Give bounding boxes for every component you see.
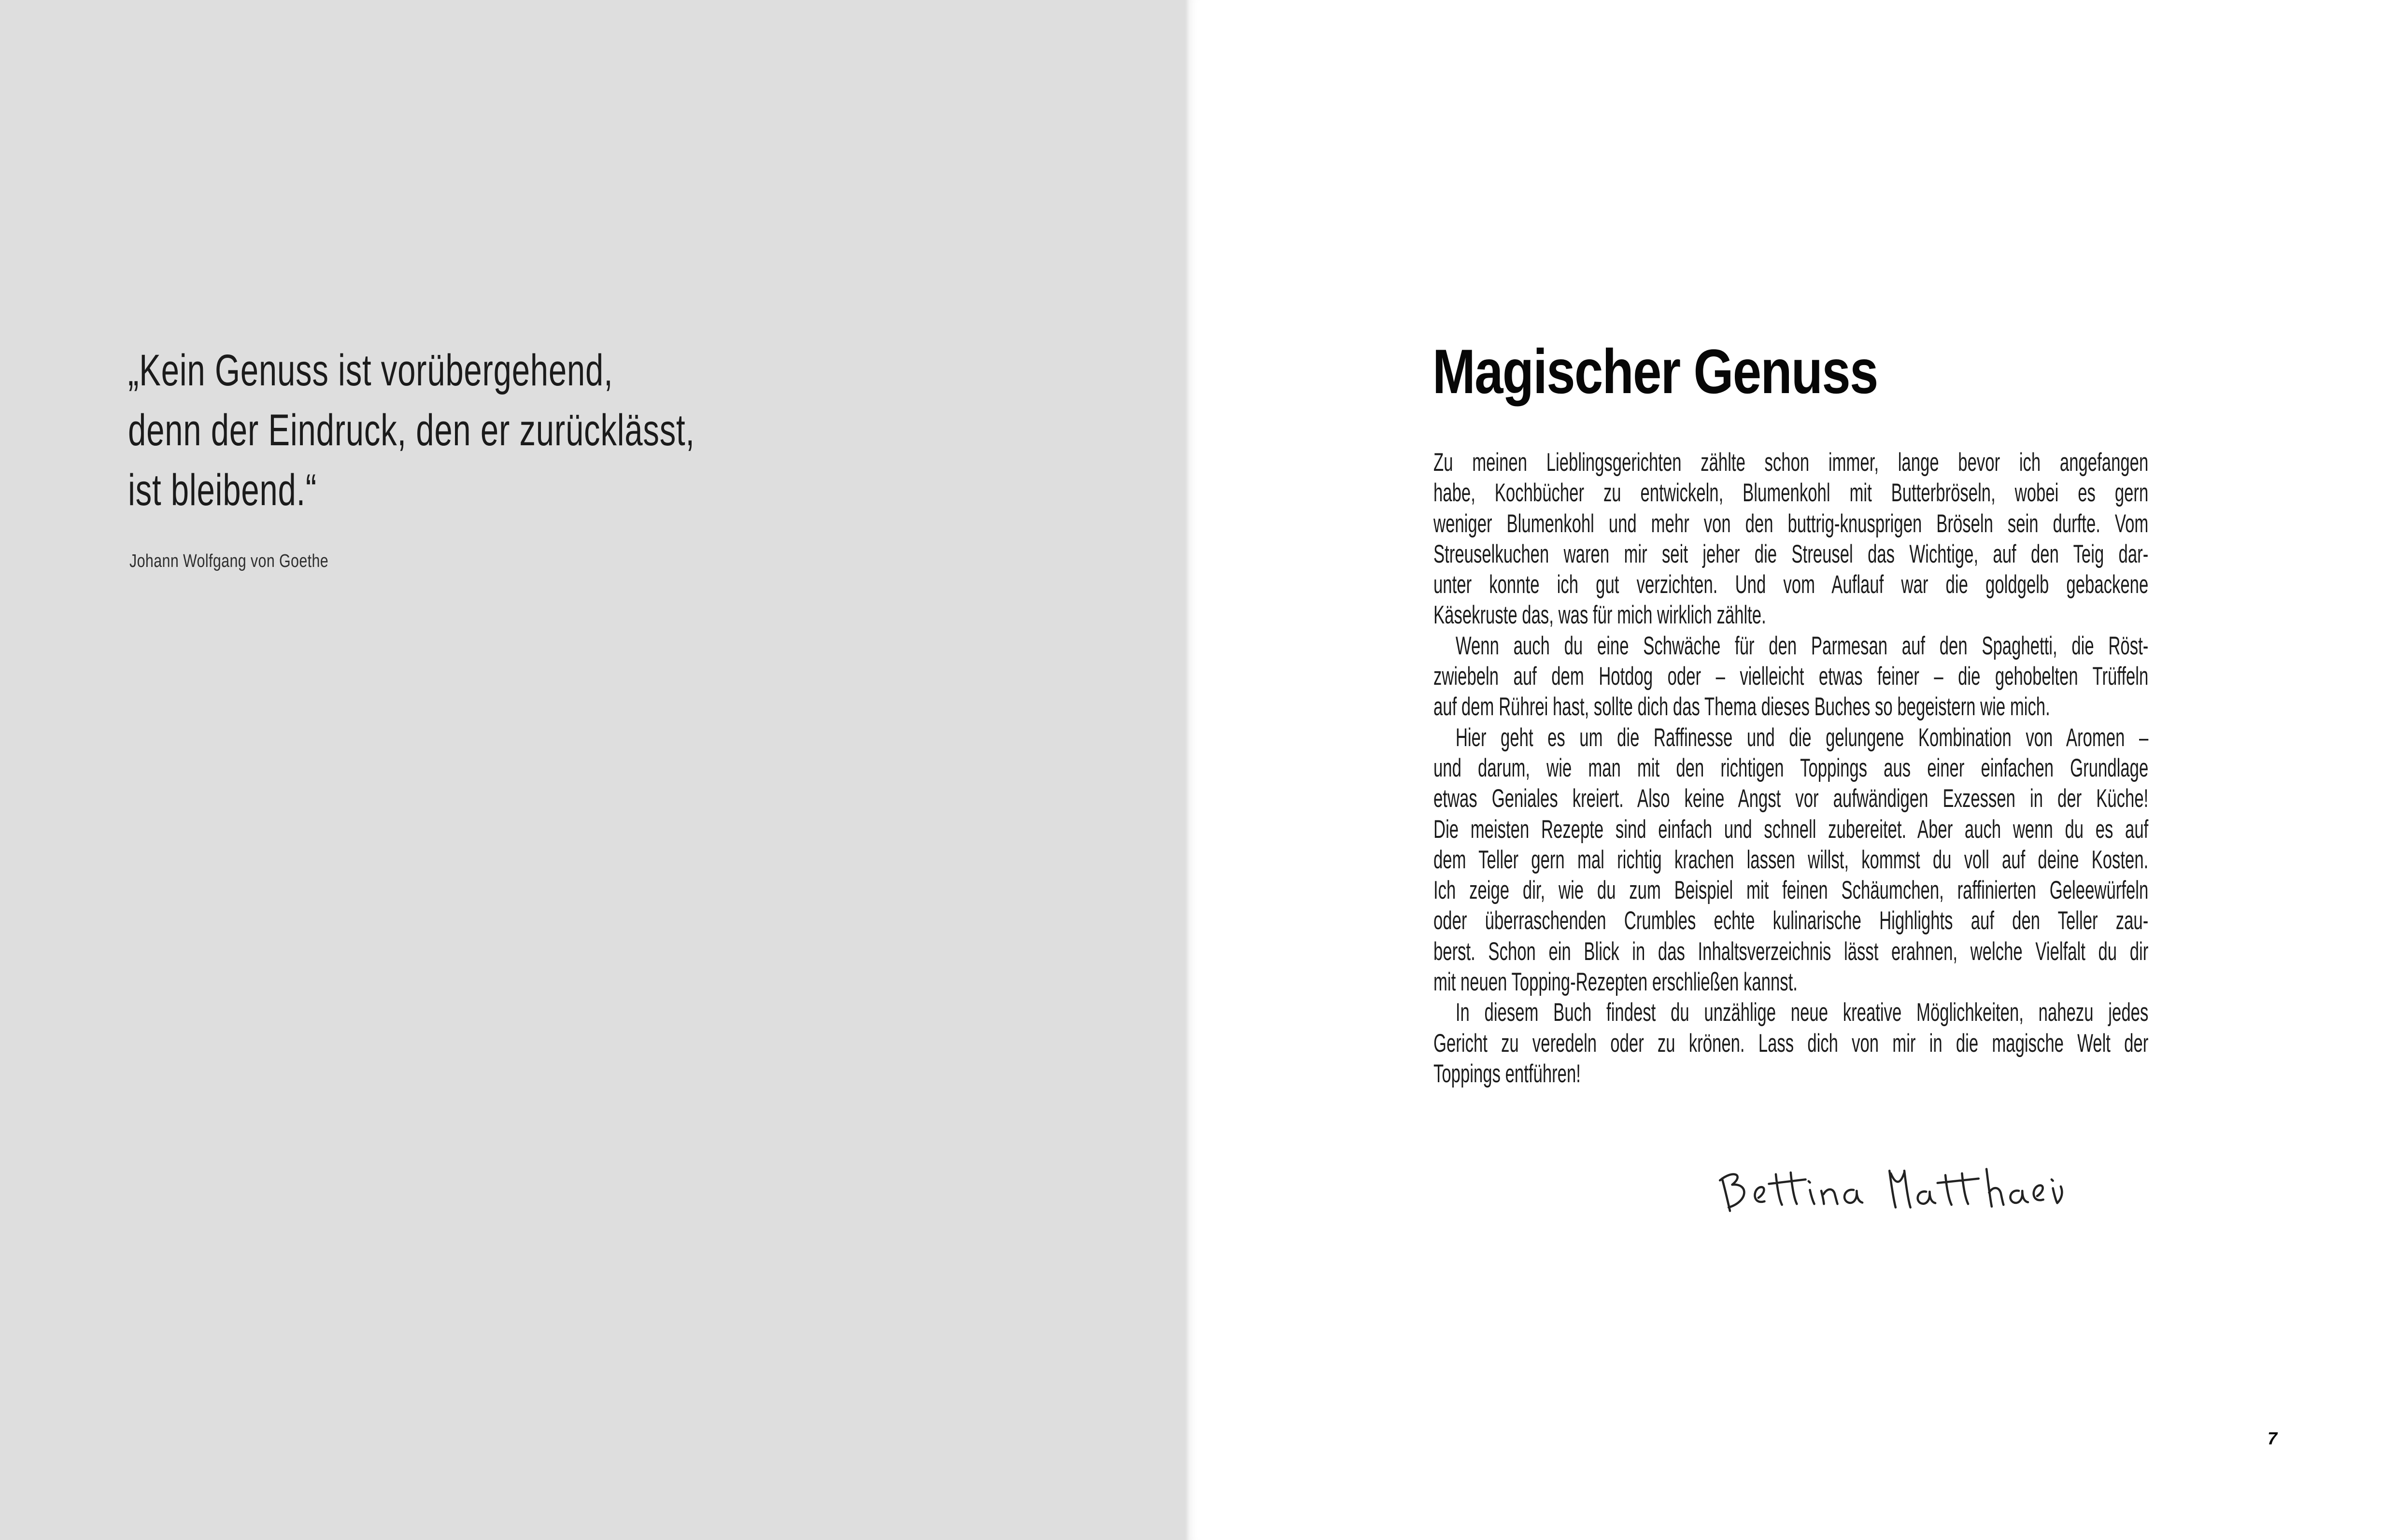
body-line: Die meisten Rezepte sind einfach und schnell zubereitet. Aber auch wenn du es auf xyxy=(1433,815,2149,844)
body-line: Gericht zu veredeln oder zu krönen. Lass dich von mir in die magische Welt der xyxy=(1433,1029,2149,1058)
body-line: Streuselkuchen waren mir seit jeher die Streusel das Wichtige, auf den Teig dar- xyxy=(1433,539,2149,568)
quote-line: „Kein Genuss ist vorübergehend, xyxy=(128,346,613,395)
body-line: zwiebeln auf dem Hotdog oder – vielleicht etwas feiner – die gehobelten Trüffeln xyxy=(1433,662,2149,691)
body-line: Ich zeige dir, wie du zum Beispiel mit feinen Schäumchen, raffinierten Geleewürfeln xyxy=(1433,876,2149,905)
body-line: habe, Kochbücher zu entwickeln, Blumenkohl mit Butterbröseln, wobei es gern xyxy=(1433,479,2149,508)
body-line: auf dem Rührei hast, sollte dich das Thema dieses Buches so begeistern wie mich. xyxy=(1433,692,2050,721)
body-line: etwas Geniales kreiert. Also keine Angst vor aufwändigen Exzessen in der Küche! xyxy=(1433,784,2149,813)
body-line: Wenn auch du eine Schwäche für den Parmesan auf den Spaghetti, die Röst- xyxy=(1455,631,2149,660)
body-line: Zu meinen Lieblingsgerichten zählte schon immer, lange bevor ich angefangen xyxy=(1433,448,2149,477)
page-number: 7 xyxy=(2267,1428,2277,1448)
body-line: berst. Schon ein Blick in das Inhaltsverzeichnis lässt erahnen, welche Vielfalt du dir xyxy=(1433,937,2149,966)
body-line: unter konnte ich gut verzichten. Und vom Auflauf war die goldgelb gebackene xyxy=(1433,570,2149,599)
body-line: Hier geht es um die Raffinesse und die gelungene Kombination von Aromen – xyxy=(1455,723,2149,752)
signature-strokes-icon xyxy=(1707,1155,2074,1235)
chapter-title: Magischer Genuss xyxy=(1432,336,1878,407)
body-line: oder überraschenden Crumbles echte kulinarische Highlights auf den Teller zau- xyxy=(1433,906,2149,935)
body-line: mit neuen Topping-Rezepten erschließen kannst. xyxy=(1433,968,1798,997)
quote-block xyxy=(128,340,695,520)
body-line: In diesem Buch findest du unzählige neue kreative Möglichkeiten, nahezu jedes xyxy=(1455,998,2149,1027)
body-line: weniger Blumenkohl und mehr von den buttrig-knusprigen Bröseln sein durfte. Vom xyxy=(1433,509,2149,538)
right-page xyxy=(1190,0,2396,1540)
left-page xyxy=(0,0,1190,1540)
signature xyxy=(1707,1155,2074,1235)
quote-line: ist bleibend.“ xyxy=(128,466,317,515)
quote-attribution: Johann Wolfgang von Goethe xyxy=(129,551,329,571)
body-paragraphs xyxy=(1433,447,2148,1089)
body-line: und darum, wie man mit den richtigen Toppings aus einer einfachen Grundlage xyxy=(1433,753,2149,782)
body-line: Käsekruste das, was für mich wirklich zählte. xyxy=(1433,601,1766,630)
quote-line: denn der Eindruck, den er zurücklässt, xyxy=(128,406,695,455)
body-line: dem Teller gern mal richtig krachen lassen willst, kommst du voll auf deine Kosten. xyxy=(1433,845,2149,874)
body-line: Toppings entführen! xyxy=(1433,1059,1581,1088)
